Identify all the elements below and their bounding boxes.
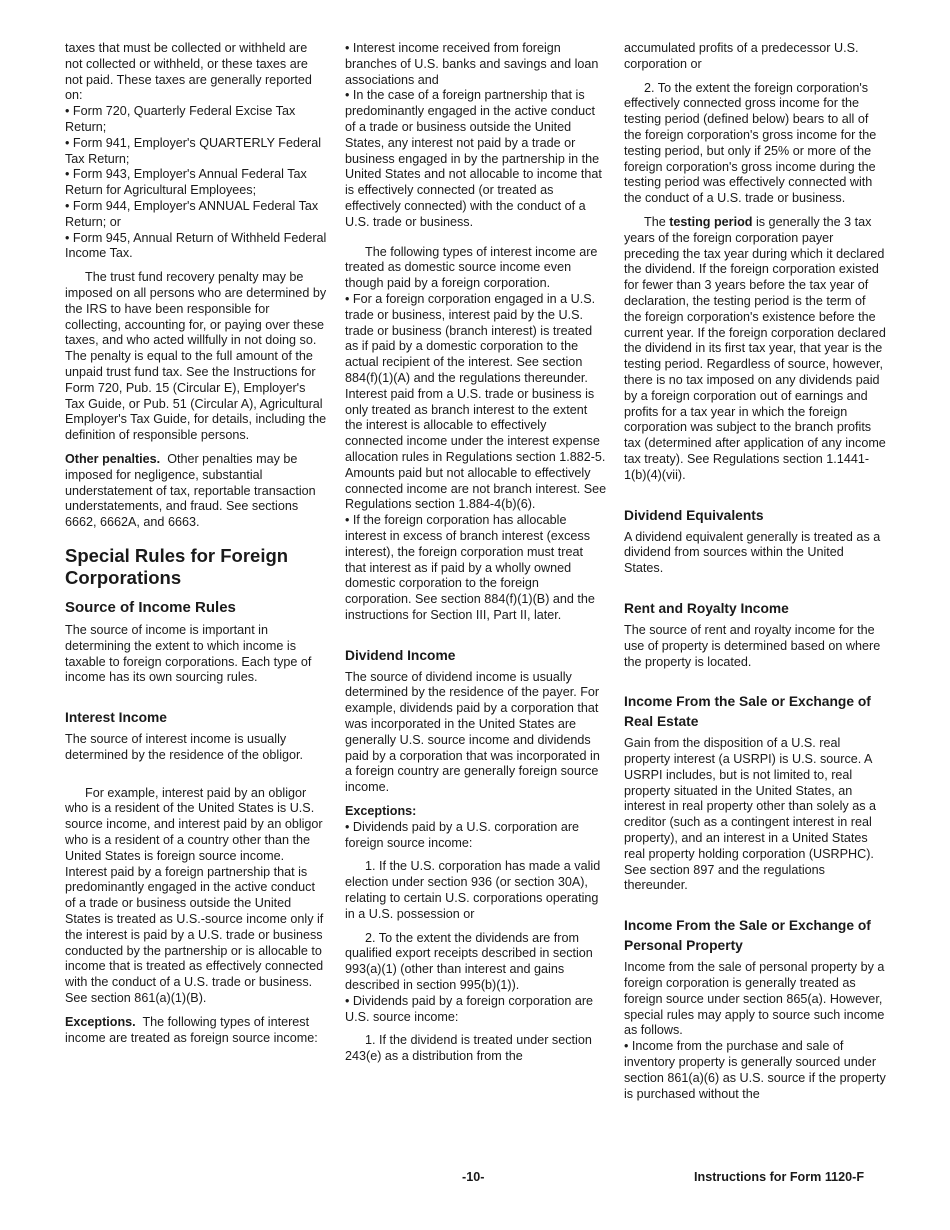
run-in-heading: Exceptions: [345,804,417,819]
form-list-item: • Form 944, Employer's ANNUAL Federal Tax Return; or [65,199,327,231]
column-1 [65,41,327,1054]
list-item: • In the case of a foreign partnership that is predominantly engaged in the active conduct of a trade or business outside the United States, any interest not paid by a trade or business engaged in by the partnership in the United States and not allocable to income that is effectively connected (or treated as effectively connected) with the conduct of a U.S. trade or business. [345,88,607,230]
paragraph-other-penalties [65,452,327,531]
form-list-item: • Form 941, Employer's QUARTERLY Federal Tax Return; [65,136,327,168]
list-item: • Dividends paid by a U.S. corporation are foreign source income: [345,820,607,852]
subsection-heading: Source of Income Rules [65,598,236,616]
numbered-item: 1. If the U.S. corporation has made a valid election under section 936 (or section 30A), relating to certain U.S. corporations operating in a U.S. possession or [345,859,601,921]
form-list-item: • Form 720, Quarterly Federal Excise Tax Return; [65,104,327,136]
list-item: • Dividends paid by a foreign corporation are U.S. source income: [345,994,607,1026]
footer-form-title: Instructions for Form 1120-F [694,1170,865,1184]
list-item: • For a foreign corporation engaged in a U.S. trade or business, interest paid by the U.S. trade or business (branch interest) is treated as if paid by a domestic corporation to the actual recipient of the interest. See section 884(f)(1)(A) and the regulations thereunder. Interest paid from a U.S. trade or business is only treated as branch interest to the extent the interest is allocable to effectively connected income under the interest expense allocation rules in Regulations section 1.882-5. Amounts paid but not allocable to effectively connected income are not branch interest. See Regulations section 1.884-4(b)(6). [345,292,607,513]
paragraph: The source of dividend income is usually determined by the residence of the payer. For example, dividends paid by a corporation that was incorporated in the United States are generally U.S. source income and dividends paid by a corporation that was incorporated in a foreign country are generally foreign source income. [345,669,600,795]
list-item: • Interest income received from foreign branches of U.S. banks and savings and loan associations and [345,41,607,88]
paragraph: accumulated profits of a predecessor U.S. corporation or [624,41,859,71]
numbered-item: 2. To the extent the dividends are from qualified export receipts described in section 993(a)(1) (other than interest and gains described in section 995(b)(1)). [345,930,593,993]
page-number: -10- [462,1170,485,1184]
subheading: Income From the Sale or Exchange of Personal Property [624,918,871,954]
paragraph: A dividend equivalent generally is treated as a dividend from sources within the United States. [624,529,881,576]
subheading: Dividend Equivalents [624,507,764,523]
paragraph: For example, interest paid by an obligor who is a resident of the United States is U.S. source income, and interest paid by an obligor who is a resident of a country other than the United States is foreign source income. Interest paid by a foreign partnership that is predominantly engaged in the active conduct of a trade or business outside the United States is treated as U.S.-source income only if the interest is paid by a U.S. trade or business conducted by the partnership or is allocable to income that is treated as effectively connected with the conduct of a U.S. trade or business. See section 861(a)(1)(B). [65,785,324,1006]
paragraph: Gain from the disposition of a U.S. real property interest (a USRPI) is U.S. source. A USRPI includes, but is not limited to, real property situated in the United States, an interest in real property other than solely as a creditor (such as a contingent interest in real property), and an interest in a United States real property holding corporation (USRPHC). See section 897 and the regulations thereunder. [624,736,877,893]
paragraph-exceptions [65,1015,327,1047]
paragraph: Income from the sale of personal property by a foreign corporation is generally treated as foreign source under section 865(a). However, special rules may apply to source such income as follows. [624,960,885,1038]
paragraph-text: The [644,214,670,229]
subheading: Interest Income [65,710,167,726]
form-list-item: • Form 943, Employer's Annual Federal Tax Return for Agricultural Employees; [65,167,327,199]
exceptions-label [345,804,607,820]
subheading: Dividend Income [345,647,456,663]
list-item: • Income from the purchase and sale of inventory property is generally sourced under section 861(a)(6) as U.S. source if the property is purchased without the [624,1039,886,1102]
paragraph-text: is generally the 3 tax years of the foreign corporation payer preceding the tax year during which it declared the dividend. If the foreign corporation existed for fewer than 3 years before the tax year of declaration, the testing period is the term of the foreign corporation's existence before the current year. If the foreign corporation declared the dividend in its first tax year, that year is the testing period. Regardless of source, however, there is no tax imposed on any dividends paid by a foreign corporation out of earnings and profits for a tax year in which the foreign corporation was subject to the branch profits tax (determined after application of any income tax treaty). See Regulations section 1.1441-1(b)(4)(vii). [624,214,886,482]
paragraph-text: The following types of interest income are treated as foreign source income: [65,1014,318,1045]
paragraph: The following types of interest income are treated as domestic source income even though paid by a foreign corporation. [345,244,598,291]
paragraph: taxes that must be collected or withheld are not collected or withheld, or these taxes are not paid. These taxes are generally reported on: [65,41,312,103]
run-in-heading: Other penalties. [65,451,161,466]
paragraph: The trust fund recovery penalty may be imposed on all persons who are determined by the IRS to have been responsible for collecting, accounting for, or paying over these taxes, and who acted willfully in not doing so. The penalty is equal to the full amount of the unpaid trust fund tax. See the Instructions for Form 720, Pub. 15 (Circular E), Employer's Tax Guide, or Pub. 51 (Circular A), Agricultural Employer's Tax Guide, for details, including the definition of responsible persons. [65,270,327,443]
defined-term: testing period [669,214,753,229]
paragraph: The source of income is important in determining the extent to which income is taxable to foreign corporations. Each type of income has its own sourcing rules. [65,622,312,685]
numbered-item: 2. To the extent the foreign corporation's effectively connected gross income for the testing period (defined below) bears to all of the foreign corporation's gross income for the testing period, but only if 25% or more of the foreign corporation's gross income during the testing period was effectively connected with the conduct of a U.S. trade or business. [624,80,877,206]
paragraph: The source of interest income is usually determined by the residence of the obligor. [65,732,304,762]
section-heading: Special Rules for Foreign Corporations [65,544,289,588]
form-list-item: • Form 945, Annual Return of Withheld Federal Income Tax. [65,231,327,263]
paragraph: The source of rent and royalty income for the use of property is determined based on where the property is located. [624,622,881,669]
column-3 [624,41,886,1102]
paragraph-text: Other penalties may be imposed for negligence, substantial understatement of tax, reportable transaction understatements, and fraud. See sections 6662, 6662A, and 6663. [65,451,316,530]
list-item: • If the foreign corporation has allocable interest in excess of branch interest (excess interest), the foreign corporation must treat that interest as if paid by a wholly owned domestic corporation to the foreign corporation. See section 884(f)(1)(B) and the instructions for Section III, Part II, later. [345,513,607,624]
numbered-item: 1. If the dividend is treated under section 243(e) as a distribution from the [345,1033,592,1064]
column-2 [345,41,607,1073]
paragraph-testing-period [624,215,886,484]
subheading: Income From the Sale or Exchange of Real Estate [624,694,871,730]
subheading: Rent and Royalty Income [624,600,789,616]
run-in-heading: Exceptions. [65,1014,136,1029]
